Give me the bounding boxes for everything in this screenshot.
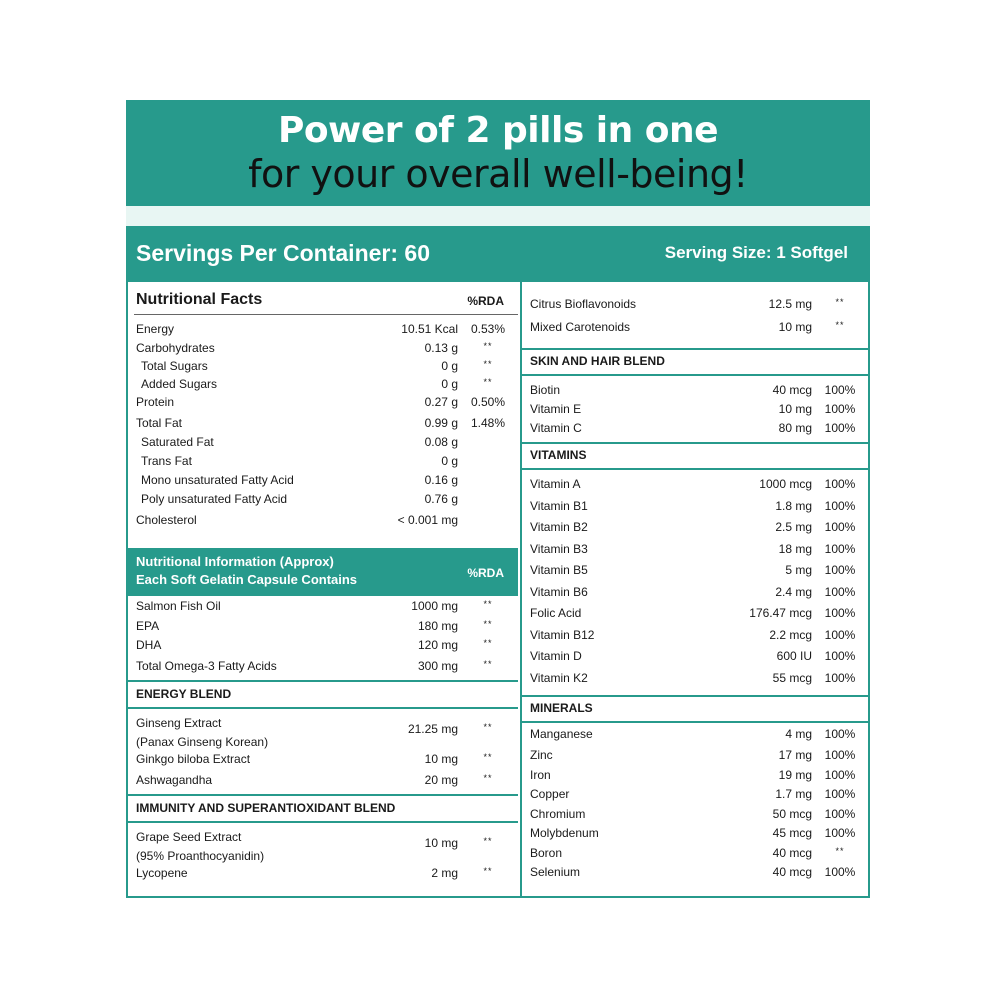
- minerals-title: MINERALS: [530, 701, 593, 715]
- nutrient-amount: 10 mg: [778, 402, 812, 416]
- nutrient-rda: **: [483, 836, 493, 846]
- nutrient-rda: 100%: [824, 402, 856, 416]
- nutrient-name: Boron: [530, 846, 563, 860]
- table-row: [522, 320, 870, 338]
- nutrient-amount: 10.51 Kcal: [401, 322, 458, 336]
- table-row: [128, 322, 518, 340]
- nutrient-amount: 40 mcg: [772, 865, 812, 879]
- nutrient-amount: 2.5 mg: [775, 520, 812, 534]
- nutrient-name: Ginkgo biloba Extract: [136, 752, 251, 766]
- nutrient-amount: 1.8 mg: [775, 499, 812, 513]
- table-row: [522, 727, 870, 745]
- nutrient-rda: 100%: [824, 748, 856, 762]
- nutrient-amount: 0 g: [441, 359, 458, 373]
- nutrient-rda: 1.48%: [470, 416, 506, 430]
- nutrient-amount: 50 mcg: [772, 807, 812, 821]
- nutrient-rda: **: [835, 846, 845, 856]
- nutrient-name: Copper: [530, 787, 570, 801]
- nutrient-amount: 300 mg: [417, 659, 458, 673]
- nutrient-name: Vitamin B3: [530, 542, 588, 556]
- nutritional-info-line1: Nutritional Information (Approx): [136, 554, 334, 569]
- section-divider: [522, 468, 870, 470]
- nutrient-rda: 100%: [824, 585, 856, 599]
- nutrient-name: EPA: [136, 619, 160, 633]
- nutrient-amount: 55 mcg: [772, 671, 812, 685]
- right-column: [520, 282, 870, 896]
- nutrient-amount: 1000 mcg: [759, 477, 812, 491]
- servings-bar: [128, 228, 868, 282]
- table-row: [522, 563, 870, 581]
- nutrient-rda: 100%: [824, 383, 856, 397]
- table-row: [522, 585, 870, 603]
- nutrient-name: Mono unsaturated Fatty Acid: [141, 473, 294, 487]
- skin-hair-blend-title: SKIN AND HAIR BLEND: [530, 354, 665, 368]
- table-row: [522, 542, 870, 560]
- nutrient-amount: 4 mg: [785, 727, 812, 741]
- nutrient-rda: 100%: [824, 421, 856, 435]
- table-row: [522, 748, 870, 766]
- nutrient-name: Total Sugars: [141, 359, 208, 373]
- nutrient-amount: 2.4 mg: [775, 585, 812, 599]
- nutrient-rda: 100%: [824, 727, 856, 741]
- nutrient-amount: 0.16 g: [424, 473, 458, 487]
- nutrient-rda: 100%: [824, 865, 856, 879]
- nutrient-rda: 100%: [824, 787, 856, 801]
- nutrient-rda: 100%: [824, 628, 856, 642]
- table-row: [522, 787, 870, 805]
- nutrient-amount: 0.27 g: [424, 395, 458, 409]
- nutrient-name: Citrus Bioflavonoids: [530, 297, 637, 311]
- section-divider: [522, 348, 870, 350]
- nutrient-name: Vitamin K2: [530, 671, 588, 685]
- nutrient-name: [136, 828, 264, 866]
- serving-size: Serving Size: 1 Softgel: [664, 243, 848, 262]
- table-row: [522, 606, 870, 624]
- nutrient-amount: 0.13 g: [424, 341, 458, 355]
- table-row: [128, 866, 518, 884]
- banner-subline: for your overall well-being!: [248, 152, 748, 196]
- section-divider: [522, 442, 870, 444]
- nutrient-name: Vitamin D: [530, 649, 582, 663]
- table-row: [522, 846, 870, 864]
- nutrient-rda: 100%: [824, 671, 856, 685]
- nutrient-rda: 100%: [824, 477, 856, 491]
- nutrient-amount: 10 mg: [778, 320, 812, 334]
- nutritional-facts-divider: [134, 314, 518, 315]
- nutrient-rda: 100%: [824, 542, 856, 556]
- table-row: [128, 659, 518, 677]
- nutrient-name: Molybdenum: [530, 826, 599, 840]
- banner-divider-strip: [126, 206, 870, 226]
- table-row: [522, 865, 870, 883]
- nutrient-name: Vitamin B6: [530, 585, 588, 599]
- nutrient-rda: 100%: [824, 606, 856, 620]
- nutrient-name: Cholesterol: [136, 513, 197, 527]
- nutrient-rda: **: [483, 599, 493, 609]
- nutritional-info-bar: [128, 548, 518, 596]
- nutrient-rda: 100%: [824, 499, 856, 513]
- nutrient-amount: 176.47 mcg: [749, 606, 812, 620]
- nutrient-amount: 5 mg: [785, 563, 812, 577]
- nutrient-rda: 100%: [824, 563, 856, 577]
- table-row: [128, 773, 518, 791]
- nutrient-rda: 100%: [824, 520, 856, 534]
- nutrient-rda: **: [483, 341, 493, 351]
- nutrient-name: Vitamin B2: [530, 520, 588, 534]
- nutrient-name-line1: Ginseng Extract: [136, 716, 222, 730]
- nutrient-name: [136, 714, 268, 752]
- nutrient-amount: 0.99 g: [424, 416, 458, 430]
- nutrient-name: Saturated Fat: [141, 435, 214, 449]
- section-divider: [128, 680, 518, 682]
- servings-per-container: Servings Per Container: 60: [136, 240, 430, 266]
- nutritional-info-line2: Each Soft Gelatin Capsule Contains: [136, 572, 358, 587]
- table-row: [128, 359, 518, 377]
- nutrient-amount: 21.25 mg: [407, 722, 458, 736]
- nutrient-rda: **: [483, 752, 493, 762]
- table-row: [522, 628, 870, 646]
- table-row: [522, 671, 870, 689]
- immunity-blend-title: IMMUNITY AND SUPERANTIOXIDANT BLEND: [136, 801, 396, 815]
- nutrient-amount: 0.76 g: [424, 492, 458, 506]
- nutrient-amount: 10 mg: [424, 752, 458, 766]
- nutrient-amount: 10 mg: [424, 836, 458, 850]
- nutrient-rda: **: [483, 619, 493, 629]
- nutrient-rda: **: [483, 659, 493, 669]
- nutrient-name: Mixed Carotenoids: [530, 320, 631, 334]
- nutrient-name: Folic Acid: [530, 606, 582, 620]
- nutrient-rda: 100%: [824, 649, 856, 663]
- table-row: [522, 807, 870, 825]
- nutrient-amount: 600 IU: [776, 649, 812, 663]
- nutrient-name: Biotin: [530, 383, 561, 397]
- table-row: [522, 826, 870, 844]
- table-row: [522, 402, 870, 420]
- section-divider: [128, 707, 518, 709]
- table-row: [128, 619, 518, 637]
- nutrient-name: Iron: [530, 768, 551, 782]
- nutrient-rda: **: [483, 377, 493, 387]
- nutrient-name-line1: Grape Seed Extract: [136, 830, 242, 844]
- nutrient-rda: 100%: [824, 807, 856, 821]
- nutrient-amount: 2.2 mcg: [769, 628, 812, 642]
- section-divider: [128, 794, 518, 796]
- vitamins-title: VITAMINS: [530, 448, 587, 462]
- table-row: [522, 421, 870, 439]
- nutrient-name: Protein: [136, 395, 175, 409]
- nutrient-name: Selenium: [530, 865, 581, 879]
- table-row: [128, 377, 518, 395]
- nutrient-name: Lycopene: [136, 866, 188, 880]
- nutrient-amount: 0 g: [441, 377, 458, 391]
- nutrient-name: Chromium: [530, 807, 586, 821]
- energy-blend-title: ENERGY BLEND: [136, 687, 232, 701]
- nutrient-amount: 40 mcg: [772, 846, 812, 860]
- nutrient-amount: 17 mg: [778, 748, 812, 762]
- table-row: [522, 477, 870, 495]
- nutritional-info-rda-header: %RDA: [467, 566, 504, 580]
- nutrient-name: Zinc: [530, 748, 553, 762]
- nutrient-rda: **: [483, 359, 493, 369]
- nutrient-amount: < 0.001 mg: [397, 513, 458, 527]
- nutrient-name: Manganese: [530, 727, 593, 741]
- nutrient-name-line2: (95% Proanthocyanidin): [136, 849, 265, 863]
- nutrient-rda: **: [483, 866, 493, 876]
- nutrient-name: Vitamin B12: [530, 628, 595, 642]
- table-row: [128, 454, 518, 472]
- nutrient-amount: 40 mcg: [772, 383, 812, 397]
- nutrient-rda: **: [835, 297, 845, 307]
- table-row: [128, 435, 518, 453]
- table-row: [522, 768, 870, 786]
- section-divider: [522, 721, 870, 723]
- table-row: [522, 297, 870, 315]
- nutrient-amount: 20 mg: [424, 773, 458, 787]
- table-row: [522, 649, 870, 667]
- nutrient-amount: 1.7 mg: [775, 787, 812, 801]
- nutrient-amount: 80 mg: [778, 421, 812, 435]
- table-row: [128, 638, 518, 656]
- nutrient-rda: **: [835, 320, 845, 330]
- section-divider: [522, 695, 870, 697]
- nutrient-amount: 0.08 g: [424, 435, 458, 449]
- nutrient-name-line2: (Panax Ginseng Korean): [136, 735, 269, 749]
- nutrient-name: Total Omega-3 Fatty Acids: [136, 659, 277, 673]
- nutrient-rda: 0.53%: [470, 322, 506, 336]
- table-row: [128, 492, 518, 510]
- nutrient-amount: 19 mg: [778, 768, 812, 782]
- banner-headline: Power of 2 pills in one: [277, 110, 719, 151]
- nutrient-name: Poly unsaturated Fatty Acid: [141, 492, 288, 506]
- nutrient-amount: 12.5 mg: [768, 297, 812, 311]
- nutrient-rda: 100%: [824, 768, 856, 782]
- table-row: [128, 716, 518, 749]
- table-row: [128, 395, 518, 413]
- nutrient-name: Vitamin A: [530, 477, 581, 491]
- nutrient-name: Trans Fat: [141, 454, 192, 468]
- nutrient-name: Total Fat: [136, 416, 183, 430]
- table-row: [522, 383, 870, 401]
- table-row: [128, 513, 518, 531]
- nutrient-amount: 18 mg: [778, 542, 812, 556]
- nutritional-facts-rda-header: %RDA: [467, 294, 504, 308]
- nutrient-name: Vitamin E: [530, 402, 582, 416]
- table-row: [128, 752, 518, 770]
- nutrient-amount: 45 mcg: [772, 826, 812, 840]
- nutrient-amount: 180 mg: [417, 619, 458, 633]
- nutrient-name: Salmon Fish Oil: [136, 599, 221, 613]
- nutrient-name: Added Sugars: [141, 377, 218, 391]
- nutrient-rda: 0.50%: [470, 395, 506, 409]
- nutritional-facts-title: Nutritional Facts: [136, 291, 263, 308]
- nutrient-rda: 100%: [824, 826, 856, 840]
- table-row: [128, 599, 518, 617]
- nutrient-amount: 1000 mg: [411, 599, 458, 613]
- nutrient-amount: 2 mg: [431, 866, 458, 880]
- nutrient-rda: **: [483, 638, 493, 648]
- table-row: [522, 499, 870, 517]
- nutrient-amount: 0 g: [441, 454, 458, 468]
- section-divider: [522, 374, 870, 376]
- table-row: [128, 830, 518, 863]
- section-divider: [128, 821, 518, 823]
- left-column: [128, 282, 518, 896]
- nutrient-amount: 120 mg: [417, 638, 458, 652]
- nutrient-name: Ashwagandha: [136, 773, 213, 787]
- nutrient-name: Vitamin B1: [530, 499, 588, 513]
- nutrient-name: Vitamin B5: [530, 563, 588, 577]
- nutrient-rda: **: [483, 773, 493, 783]
- nutrient-rda: **: [483, 722, 493, 732]
- nutrient-name: Vitamin C: [530, 421, 582, 435]
- supplement-facts-panel: [126, 226, 870, 898]
- nutrient-name: DHA: [136, 638, 162, 652]
- nutrient-name: Carbohydrates: [136, 341, 215, 355]
- banner: [126, 100, 870, 206]
- table-row: [522, 520, 870, 538]
- nutrient-name: Energy: [136, 322, 175, 336]
- table-row: [128, 473, 518, 491]
- table-row: [128, 416, 518, 434]
- table-row: [128, 341, 518, 359]
